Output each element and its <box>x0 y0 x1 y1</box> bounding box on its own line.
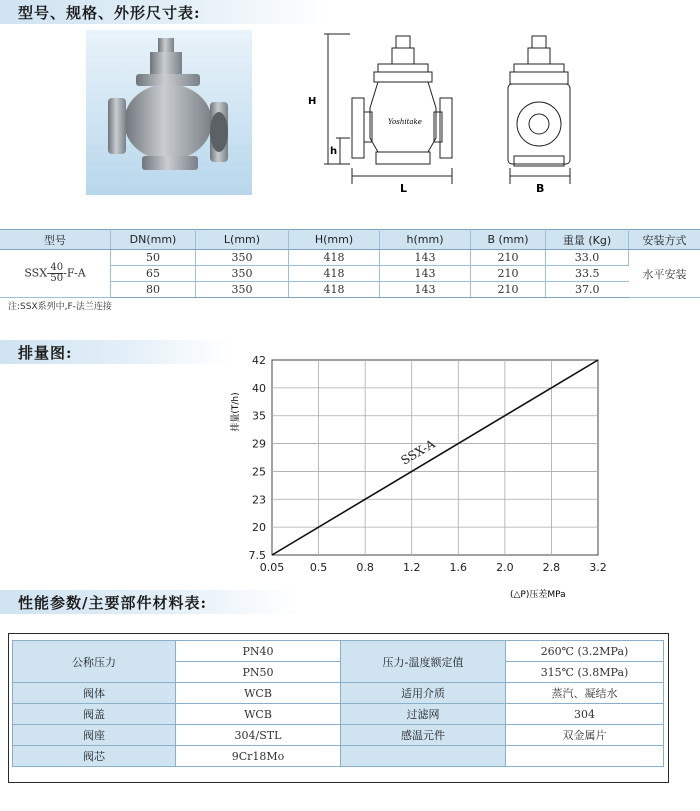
perf-label-empty <box>341 746 506 767</box>
dim-B-label: B <box>536 182 545 195</box>
section-header-flow <box>0 340 230 364</box>
perf-label-nominal-pressure: 公称压力 <box>13 641 176 683</box>
chart-y-tick-label: 29 <box>252 437 266 451</box>
perf-value-pt-2: 315℃ (3.8MPa) <box>506 662 664 683</box>
spec-cell-b: 210 <box>471 266 546 282</box>
perf-value-pn50: PN50 <box>176 662 341 683</box>
spec-header-weight: 重量 (Kg) <box>546 230 629 250</box>
perf-value-element: 双金属片 <box>506 725 664 746</box>
perf-label-seat: 阀座 <box>13 725 176 746</box>
spec-cell-dn: 65 <box>111 266 196 282</box>
chart-y-tick-label: 42 <box>252 354 266 367</box>
chart-x-tick-label: 1.6 <box>449 561 468 574</box>
spec-header-row <box>0 230 700 250</box>
spec-cell-b: 210 <box>471 282 546 298</box>
chart-y-tick-label: 40 <box>252 381 266 395</box>
chart-series-label: SSX-A <box>398 436 438 468</box>
chart-x-axis-label: (△P)压差MPa <box>510 590 566 600</box>
model-suffix: -F-A <box>63 266 86 280</box>
table-row <box>0 250 700 266</box>
spec-cell-weight: 33.5 <box>546 266 629 282</box>
chart-y-tick-label: 7.5 <box>248 549 266 562</box>
chart-x-tick-label: 0.8 <box>356 561 374 574</box>
chart-series <box>272 360 598 555</box>
section-header-specs <box>0 0 330 24</box>
table-row <box>13 704 664 725</box>
spec-header-b: B (mm) <box>471 230 546 250</box>
chart-series-line <box>272 360 598 555</box>
perf-label-element: 感温元件 <box>341 725 506 746</box>
perf-value-empty <box>506 746 664 767</box>
spec-model-cell <box>0 250 111 298</box>
table-row <box>13 641 664 662</box>
chart-x-tick-label: 0.05 <box>259 561 285 574</box>
perf-label-pressure-temp: 压力-温度额定值 <box>341 641 506 683</box>
spec-header-small-h: h(mm) <box>380 230 471 250</box>
valve-photo-image <box>86 30 252 195</box>
valve-drawing-svg <box>300 28 600 196</box>
model-prefix: SSX- <box>24 266 51 280</box>
table-row <box>13 725 664 746</box>
perf-label-bonnet: 阀盖 <box>13 704 176 725</box>
perf-label-strainer: 过滤网 <box>341 704 506 725</box>
spec-cell-weight: 33.0 <box>546 250 629 266</box>
product-photo <box>86 30 252 195</box>
perf-label-disc: 阀芯 <box>13 746 176 767</box>
spec-cell-dn: 50 <box>111 250 196 266</box>
spec-note: 注:SSX系列中,F-法兰连接 <box>8 302 112 312</box>
chart-x-tick-label: 3.2 <box>589 561 607 574</box>
chart-x-tick-label: 0.5 <box>309 561 328 574</box>
spec-table <box>0 229 700 298</box>
spec-install-cell: 水平安装 <box>629 250 700 298</box>
chart-x-tick-label: 2.0 <box>496 561 514 574</box>
spec-cell-h: 418 <box>289 266 380 282</box>
chart-x-tick-label: 1.2 <box>402 561 421 574</box>
spec-cell-b: 210 <box>471 250 546 266</box>
table-row <box>13 683 664 704</box>
perf-value-medium: 蒸汽、凝结水 <box>506 683 664 704</box>
spec-cell-h: 418 <box>289 250 380 266</box>
section-title-performance: 性能参数/主要部件材料表: <box>18 594 208 612</box>
flow-chart <box>220 350 620 600</box>
model-fraction <box>50 263 63 284</box>
perf-label-body: 阀体 <box>13 683 176 704</box>
dim-h-label: h <box>330 146 338 157</box>
spec-header-l: L(mm) <box>196 230 289 250</box>
spec-cell-small-h: 143 <box>380 266 471 282</box>
spec-cell-small-h: 143 <box>380 282 471 298</box>
spec-header-install: 安装方式 <box>629 230 700 250</box>
perf-label-medium: 适用介质 <box>341 683 506 704</box>
model-top: 40 <box>50 262 64 273</box>
perf-value-pn40: PN40 <box>176 641 341 662</box>
spec-cell-l: 350 <box>196 282 289 298</box>
spec-header-h: H(mm) <box>289 230 380 250</box>
model-bottom: 50 <box>50 273 64 284</box>
chart-y-tick-label: 20 <box>252 521 266 535</box>
chart-y-tick-label: 23 <box>252 493 266 507</box>
chart-x-tick-label: 2.8 <box>542 561 561 574</box>
dim-H-label: H <box>308 96 317 107</box>
perf-value-seat: 304/STL <box>176 725 341 746</box>
spec-header-dn: DN(mm) <box>111 230 196 250</box>
spec-cell-l: 350 <box>196 250 289 266</box>
perf-value-strainer: 304 <box>506 704 664 725</box>
chart-y-tick-label: 25 <box>252 465 266 479</box>
spec-cell-dn: 80 <box>111 282 196 298</box>
spec-header-model: 型号 <box>0 230 111 250</box>
perf-value-disc: 9Cr18Mo <box>176 746 341 767</box>
section-header-performance <box>0 590 300 614</box>
spec-cell-small-h: 143 <box>380 250 471 266</box>
table-row <box>13 746 664 767</box>
section-title-flow: 排量图: <box>18 344 73 362</box>
dimension-drawing <box>300 28 600 196</box>
dim-L-label: L <box>400 182 408 195</box>
perf-value-body: WCB <box>176 683 341 704</box>
performance-table <box>12 640 664 767</box>
spec-cell-weight: 37.0 <box>546 282 629 298</box>
chart-y-tick-label: 35 <box>252 409 266 423</box>
chart-y-axis-label: 排量(T/h) <box>231 392 241 432</box>
spec-cell-l: 350 <box>196 266 289 282</box>
perf-value-bonnet: WCB <box>176 704 341 725</box>
drawing-logo-text: Yoshitake <box>388 118 422 126</box>
spec-cell-h: 418 <box>289 282 380 298</box>
section-title-specs: 型号、规格、外形尺寸表: <box>18 4 201 22</box>
perf-value-pt-1: 260℃ (3.2MPa) <box>506 641 664 662</box>
